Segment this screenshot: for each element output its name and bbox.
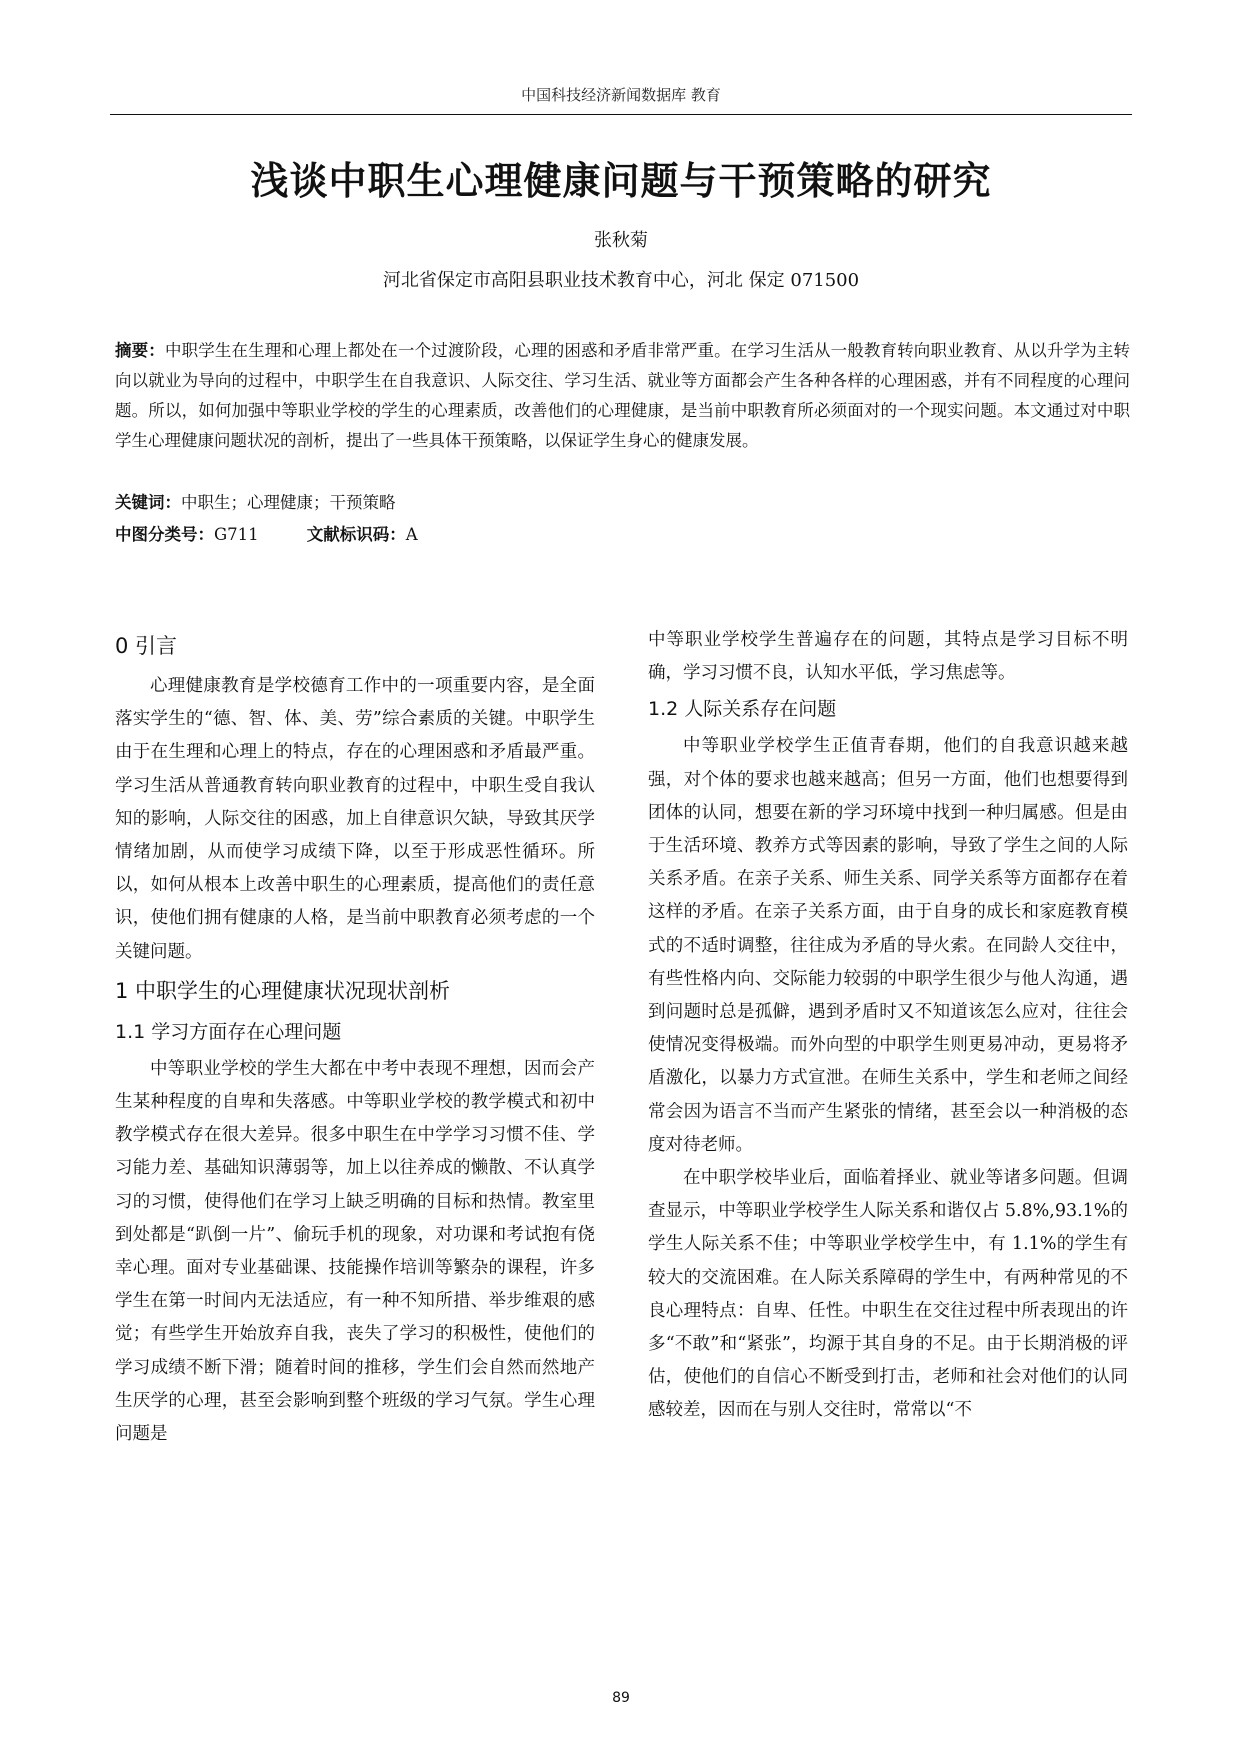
keywords	[115, 488, 1130, 518]
section-heading: 0 引言	[115, 634, 178, 658]
page-number: 89	[612, 1690, 630, 1706]
section-heading: 1 中职学生的心理健康状况现状剖析	[115, 978, 451, 1003]
subsection-heading: 1.1 学习方面存在心理问题	[115, 1020, 342, 1043]
right-column	[648, 624, 1128, 1428]
running-header: 中国科技经济新闻数据库 教育	[521, 86, 721, 104]
paragraph: 中等职业学校学生正值青春期，他们的自我意识越来越强，对个体的要求也越来越高；但另一方面，他们也想要得到团体的认同，想要在新的学习环境中找到一种归属感。但是由于生活环境、教养方式等因素的影响，导致了学生之间的人际关系矛盾。在亲子关系、师生关系、同学关系等方面都存在着这样的矛盾。在亲子关系方面，由于自身的成长和家庭教育模式的不适时调整，往往成为矛盾的导火索。在同龄人交往中，有些性格内向、交际能力较弱的中职学生很少与他人沟通，遇到问题时总是孤僻，遇到矛盾时又不知道该怎么应对，往往会使情况变得极端。而外向型的中职学生则更易冲动，更易将矛盾激化，以暴力方式宣泄。在师生关系中，学生和老师之间经常会因为语言不当而产生紧张的情绪，甚至会以一种消极的态度对待老师。	[648, 736, 1128, 1155]
paragraph: 中等职业学校学生普遍存在的问题，其特点是学习目标不明确，学习习惯不良，认知水平低，学习焦虑等。	[648, 630, 1128, 684]
paper-title: 浅谈中职生心理健康问题与干预策略的研究	[250, 159, 992, 203]
doc-code-value: A	[405, 525, 418, 544]
paragraph: 心理健康教育是学校德育工作中的一项重要内容，是全面落实学生的“德、智、体、美、劳”综合素质的关键。中职学生由于在生理和心理上的特点，存在的心理困惑和矛盾最严重。学习生活从普通教育转向职业教育的过程中，中职生受自我认知的影响，人际交往的困惑，加上自律意识欠缺，导致其厌学情绪加剧，从而使学习成绩下降，以至于形成恶性循环。所以，如何从根本上改善中职生的心理素质，提高他们的责任意识，使他们拥有健康的人格，是当前中职教育必须考虑的一个关键问题。	[115, 676, 595, 962]
keywords-label: 关键词：	[115, 493, 181, 512]
abstract	[115, 336, 1130, 456]
left-column	[115, 624, 595, 1451]
paragraph: 在中职学校毕业后，面临着择业、就业等诸多问题。但调查显示，中等职业学校学生人际关系和谐仅占 5.8%,93.1%的学生人际关系不佳；中等职业学校学生中，有 1.1%的学生有较大的交流困难。在人际关系障碍的学生中，有两种常见的不良心理特点：自卑、任性。中职生在交往过程中所表现出的许多“不敢”和“紧张”，均源于其自身的不足。由于长期消极的评估，使他们的自信心不断受到打击，老师和社会对他们的认同感较差，因而在与别人交往时，常常以“不	[648, 1168, 1128, 1421]
header-rule	[110, 114, 1132, 115]
doc-code-label: 文献标识码：	[306, 525, 406, 544]
abstract-label: 摘要：	[115, 341, 165, 360]
paragraph: 中等职业学校的学生大都在中考中表现不理想，因而会产生某种程度的自卑和失落感。中等职业学校的教学模式和初中教学模式存在很大差异。很多中职生在中学学习习惯不佳、学习能力差、基础知识薄弱等，加上以往养成的懒散、不认真学习的习惯，使得他们在学习上缺乏明确的目标和热情。教室里到处都是“趴倒一片”、偷玩手机的现象，对功课和考试抱有侥幸心理。面对专业基础课、技能操作培训等繁杂的课程，许多学生在第一时间内无法适应，有一种不知所措、举步维艰的感觉；有些学生开始放弃自我，丧失了学习的积极性，使他们的学习成绩不断下滑；随着时间的推移，学生们会自然而然地产生厌学的心理，甚至会影响到整个班级的学习气氛。学生心理问题是	[115, 1058, 595, 1445]
classification	[115, 520, 1130, 550]
clc-value: G711	[214, 525, 259, 544]
affiliation: 河北省保定市高阳县职业技术教育中心，河北 保定 071500	[382, 270, 860, 291]
abstract-text: 中职学生在生理和心理上都处在一个过渡阶段，心理的困惑和矛盾非常严重。在学习生活从一般教育转向职业教育、从以升学为主转向以就业为导向的过程中，中职学生在自我意识、人际交往、学习生活、就业等方面都会产生各种各样的心理困惑，并有不同程度的心理问题。所以，如何加强中等职业学校的学生的心理素质，改善他们的心理健康，是当前中职教育所必须面对的一个现实问题。本文通过对中职学生心理健康问题状况的剖析，提出了一些具体干预策略，以保证学生身心的健康发展。	[115, 341, 1131, 450]
keywords-text: 中职生；心理健康；干预策略	[181, 493, 396, 512]
author: 张秋菊	[594, 230, 648, 251]
subsection-heading: 1.2 人际关系存在问题	[648, 698, 837, 721]
clc-label: 中图分类号：	[115, 525, 214, 544]
